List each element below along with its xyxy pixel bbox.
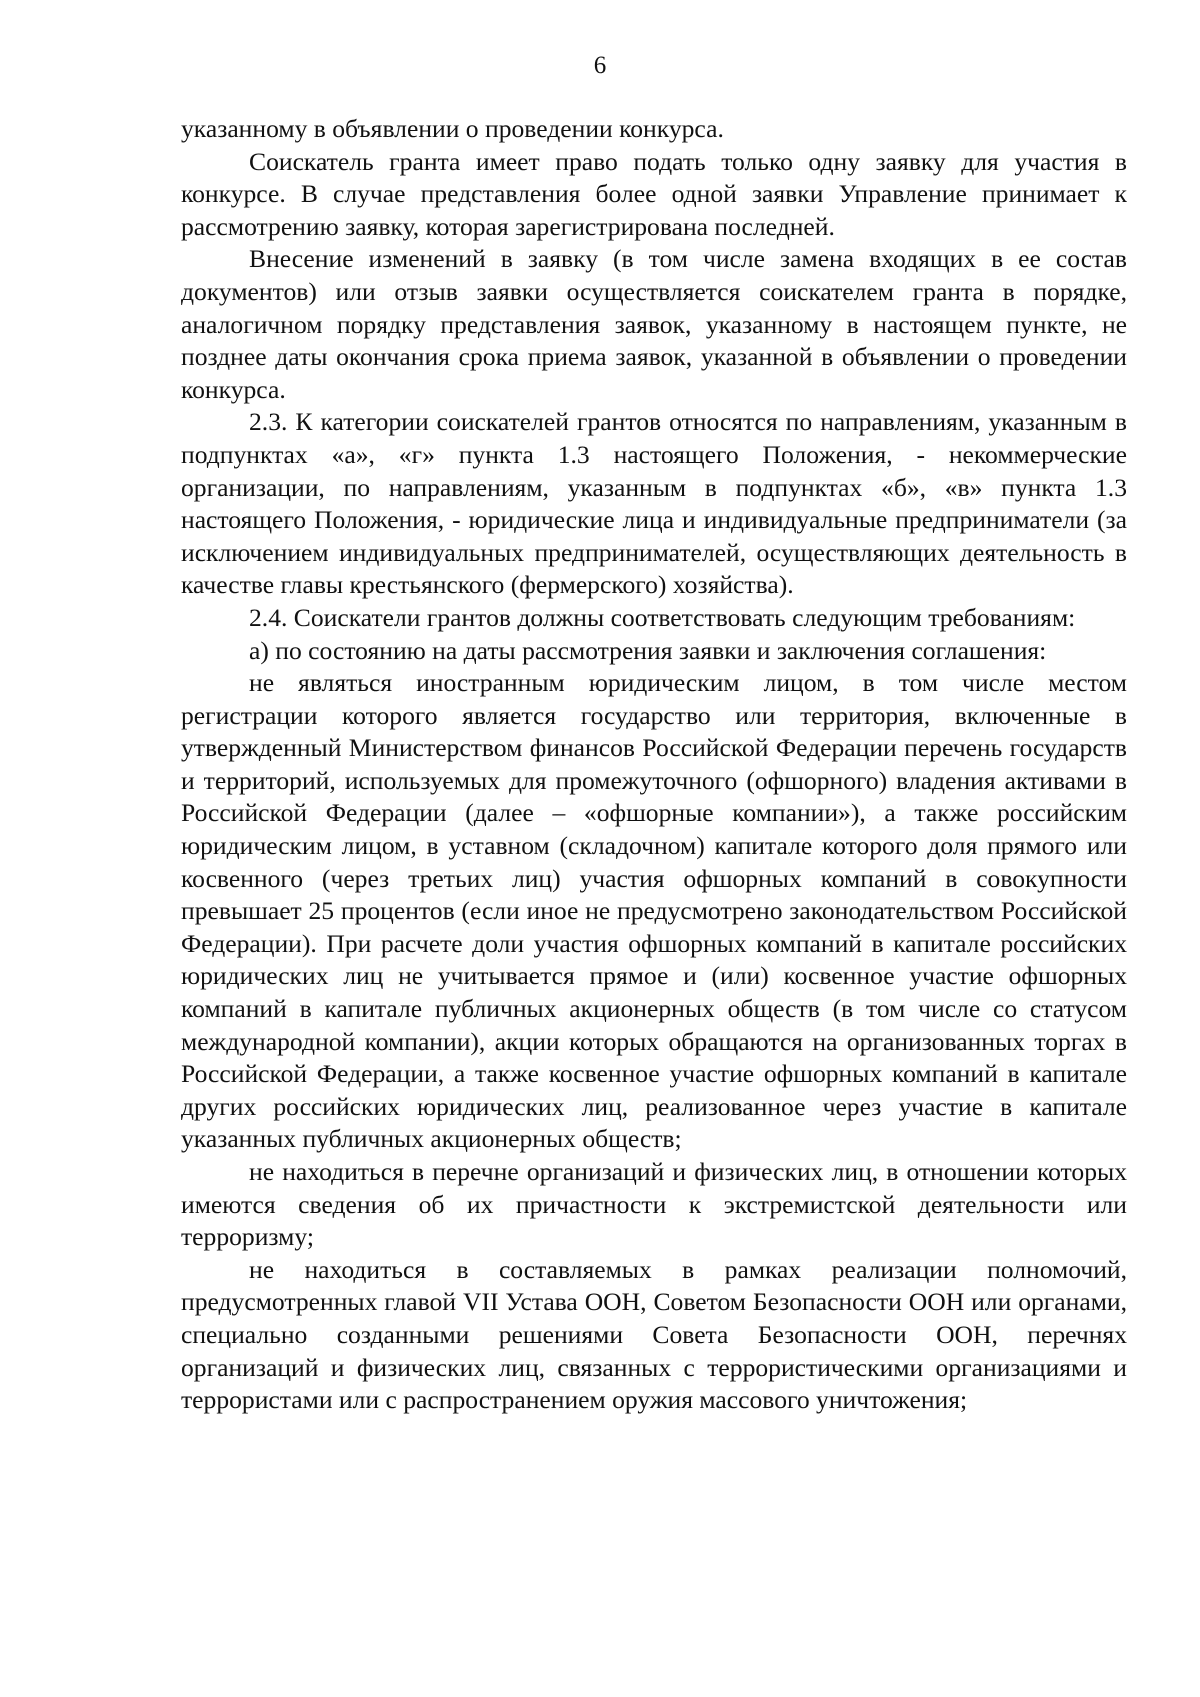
paragraph-subitem-a: а) по состоянию на даты рассмотрения заявки и заключения соглашения:: [249, 635, 1047, 665]
paragraph-extremism-requirement: не находиться в перечне организаций и физических лиц, в отношении которых имеются сведения об их причастности к экстремистской деятельности или терроризму;: [181, 1157, 1127, 1252]
paragraph-single-application: Соискатель гранта имеет право подать только одну заявку для участия в конкурсе. В случае представления более одной заявки Управление принимает к рассмотрению заявку, которая зарегистрирована последней.: [181, 146, 1127, 241]
paragraph-un-sanctions-requirement: не находиться в составляемых в рамках реализации полномочий, предусмотренных главой VII Устава ООН, Советом Безопасности ООН или органами, специально созданными решениями Совета Безопасности ООН, перечнях организаций и физических лиц, связанных с террористическими организациями и террористами или с распространением оружия массового уничтожения;: [181, 1254, 1127, 1415]
paragraph-section-2-4: 2.4. Соискатели грантов должны соответствовать следующим требованиям:: [249, 602, 1076, 632]
paragraph-application-changes: Внесение изменений в заявку (в том числе замена входящих в ее состав документов) или отзыв заявки осуществляется соискателем гранта в порядке, аналогичном порядку представления заявок, указанному в настоящем пункте, не позднее даты окончания срока приема заявок, указанной в объявлении о проведении конкурса.: [181, 244, 1127, 404]
page-number: 6: [593, 52, 607, 79]
paragraph-offshore-requirement: не являться иностранным юридическим лицом, в том числе местом регистрации которого является государство или территория, включенные в утвержденный Министерством финансов Российской Федерации перечень государств и территорий, используемых для промежуточного (офшорного) владения активами в Российской Федерации (далее – «офшорные компании»), а также российским юридическим лицом, в уставном (складочном) капитале которого доля прямого или косвенного (через третьих лиц) участия офшорных компаний в совокупности превышает 25 процентов (если иное не предусмотрено законодательством Российской Федерации). При расчете доли участия офшорных компаний в капитале российских юридических лиц не учитывается прямое и (или) косвенное участие офшорных компаний в капитале публичных акционерных обществ (в том числе со статусом международной компании), акции которых обращаются на организованных торгах в Российской Федерации, а также косвенное участие офшорных компаний в капитале других российских юридических лиц, реализованное через участие в капитале указанных публичных акционерных обществ;: [181, 668, 1127, 1154]
paragraph-section-2-3: 2.3. К категории соискателей грантов относятся по направлениям, указанным в подпунктах «а», «г» пункта 1.3 настоящего Положения, - некоммерческие организации, по направлениям, указанным в подпунктах «б», «в» пункта 1.3 настоящего Положения, - юридические лица и индивидуальные предприниматели (за исключением индивидуальных предпринимателей, осуществляющих деятельность в качестве главы крестьянского (фермерского) хозяйства).: [181, 407, 1127, 600]
document-body: [181, 113, 1127, 1417]
paragraph-continuation: указанному в объявлении о проведении конкурса.: [181, 114, 724, 143]
